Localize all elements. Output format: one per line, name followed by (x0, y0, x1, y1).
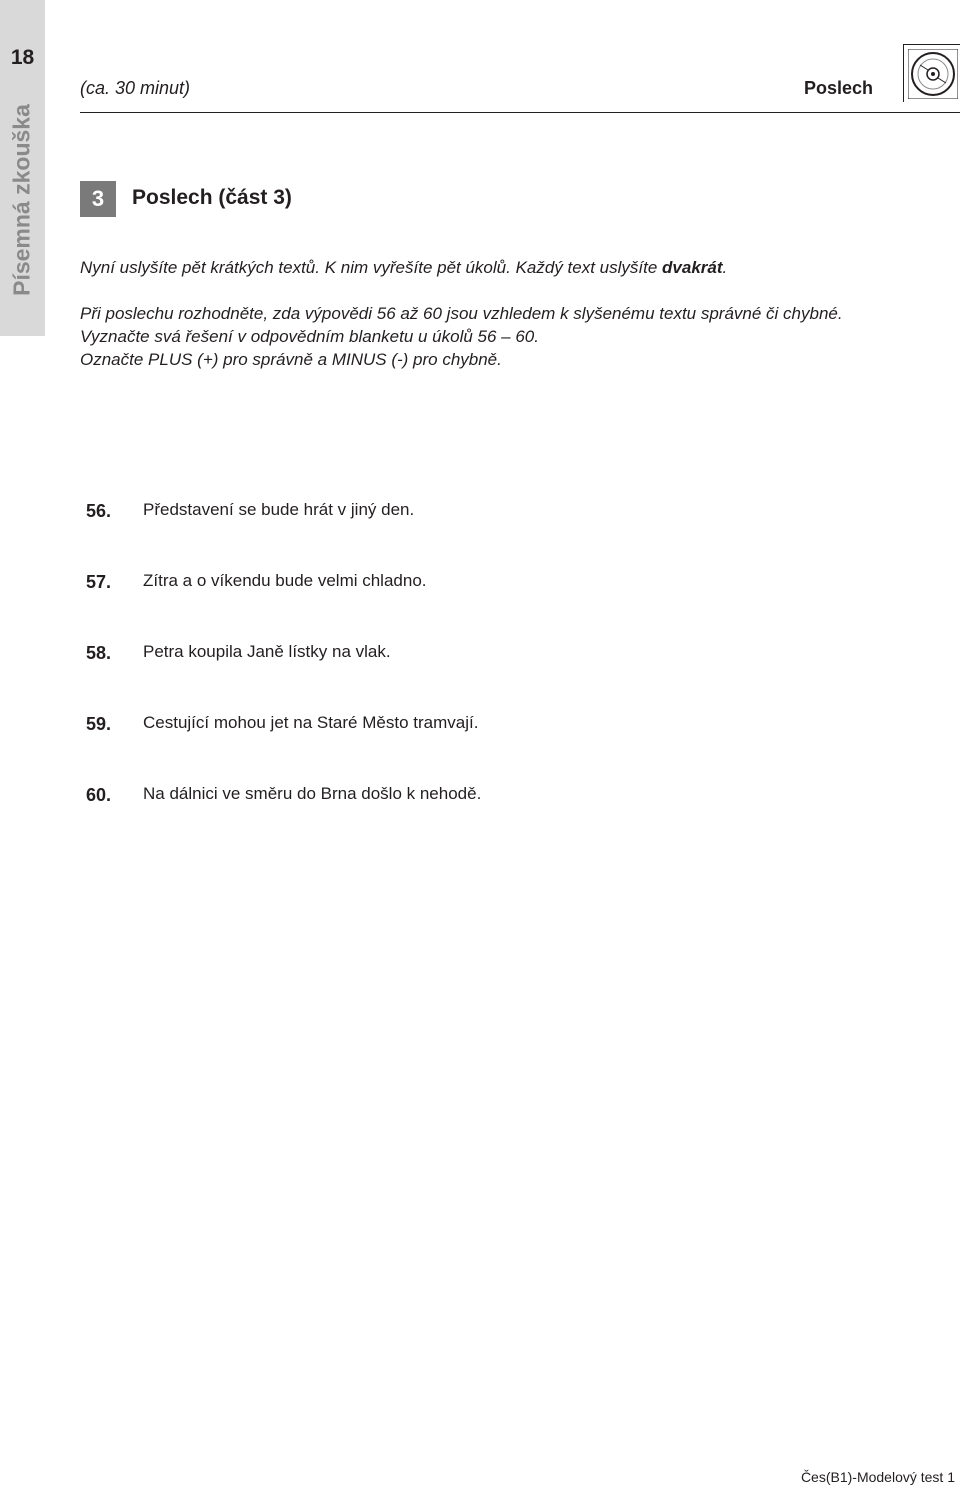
side-label: Písemná zkouška (8, 104, 35, 296)
item-text: Na dálnici ve směru do Brna došlo k nehodě. (143, 784, 482, 803)
instruction-line-3: Vyznačte svá řešení v odpovědním blanketu u úkolů 56 – 60. (80, 327, 539, 346)
list-item (86, 640, 946, 711)
duration-note: (ca. 30 minut) (80, 78, 191, 98)
item-text: Cestující mohou jet na Staré Město tramvají. (143, 713, 479, 732)
list-item (86, 782, 946, 853)
instructions (80, 256, 940, 371)
instruction-line-1: Nyní uslyšíte pět krátkých textů. K nim vyřešíte pět úkolů. Každý text uslyšíte dvakrát. (80, 258, 728, 277)
list-item (86, 498, 946, 569)
item-text: Petra koupila Janě lístky na vlak. (143, 642, 391, 661)
task-title: Poslech (část 3) (132, 186, 292, 209)
cd-icon-box (903, 44, 960, 102)
list-item (86, 569, 946, 640)
item-number: 56. (86, 501, 112, 521)
list-item (86, 711, 946, 782)
statement-list (86, 498, 946, 853)
item-number: 60. (86, 785, 112, 805)
page-number: 18 (10, 46, 35, 69)
side-tab (0, 0, 45, 336)
task-number-badge: 3 (80, 181, 116, 217)
item-number: 59. (86, 714, 112, 734)
item-text: Zítra a o víkendu bude velmi chladno. (143, 571, 427, 590)
instruction-line-4: Označte PLUS (+) pro správně a MINUS (-) pro chybně. (80, 350, 502, 369)
header-rule (80, 112, 960, 113)
instruction-line-2: Při poslechu rozhodněte, zda výpovědi 56 až 60 jsou vzhledem k slyšenému textu správné či chybné. (80, 304, 843, 323)
section-name: Poslech (803, 78, 873, 98)
item-text: Představení se bude hrát v jiný den. (143, 500, 415, 519)
page-footer: Čes(B1)-Modelový test 1 (800, 1469, 955, 1485)
item-number: 57. (86, 572, 112, 592)
cd-icon (908, 49, 958, 99)
item-number: 58. (86, 643, 112, 663)
emphasis-twice: dvakrát (662, 258, 723, 277)
